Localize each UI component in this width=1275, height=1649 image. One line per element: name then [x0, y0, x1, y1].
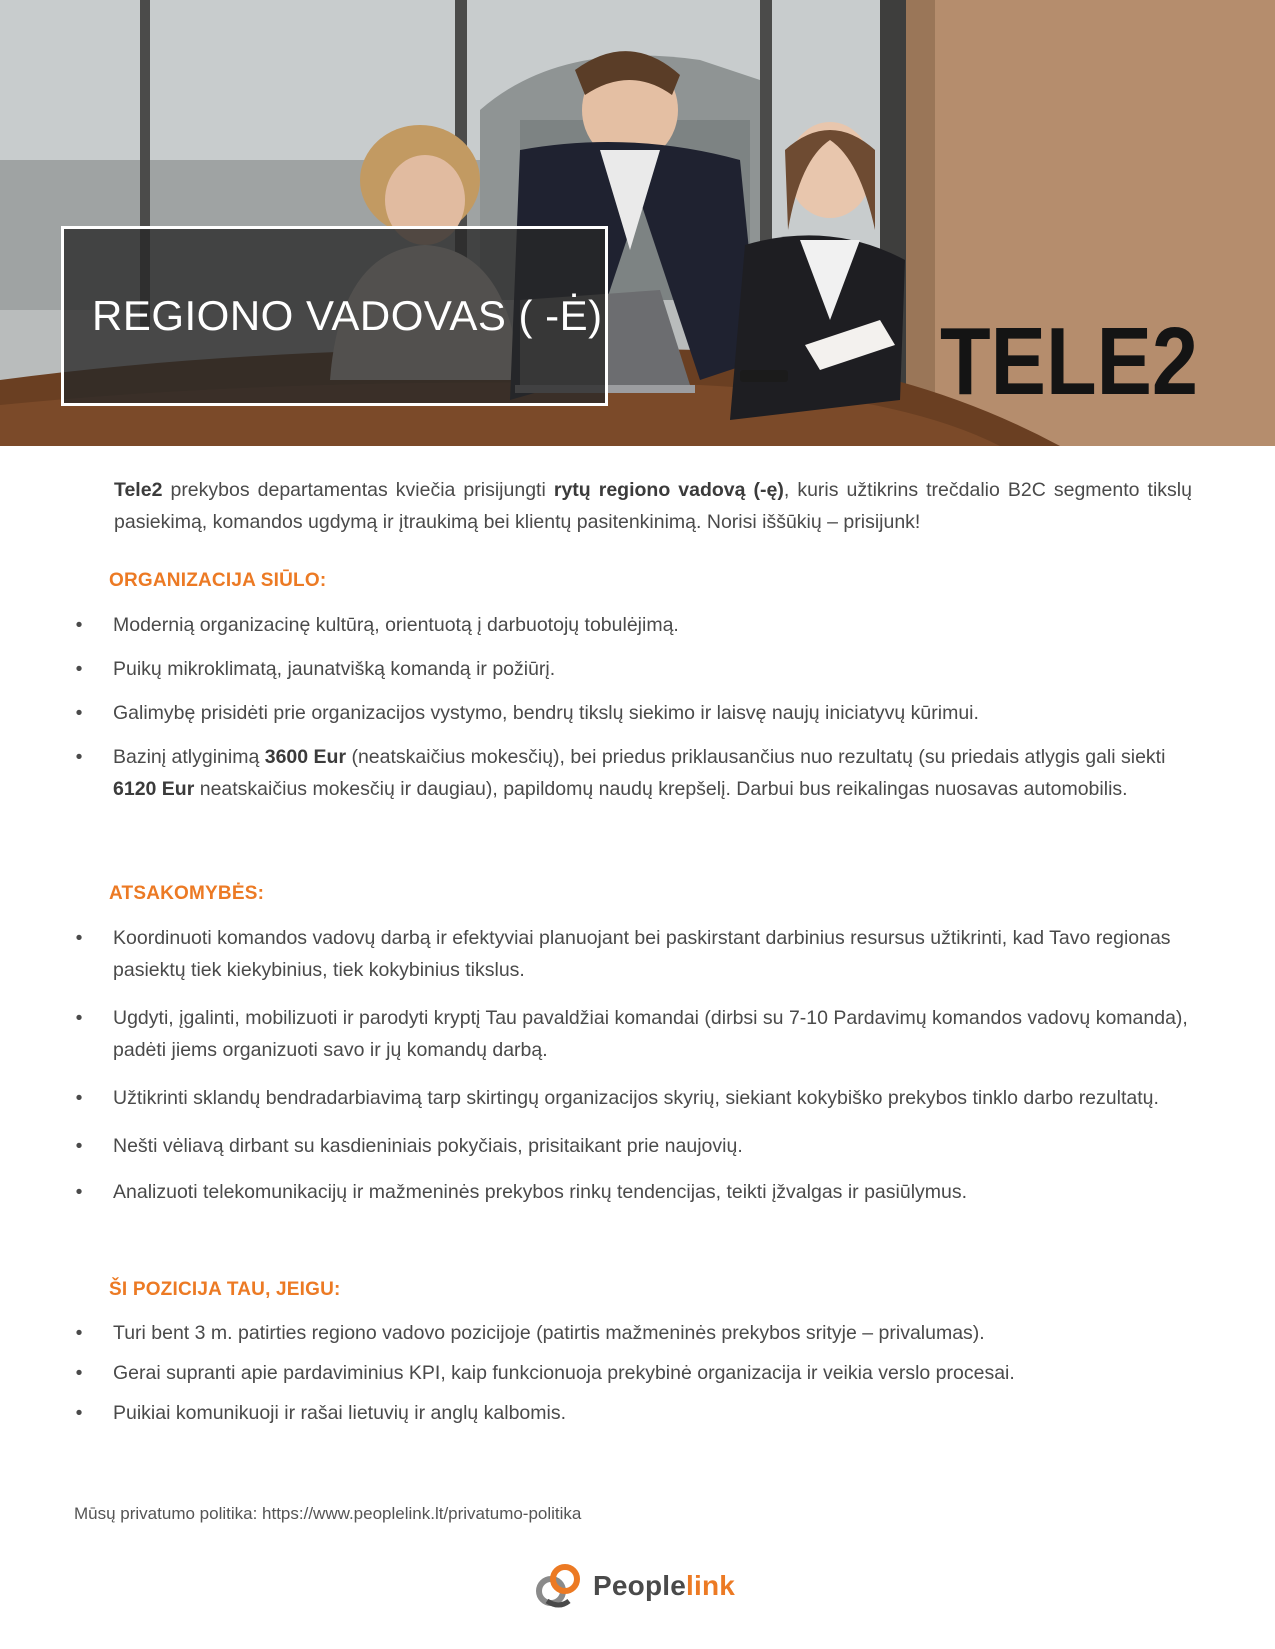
peoplelink-logo-icon: [535, 1561, 581, 1611]
list-item-salary: • Bazinį atlyginimą 3600 Eur (neatskaičius mokesčių), bei priedus priklausančius nuo rezultatų (su priedais atlygis gali siekti 6120 Eur neatskaičius mokesčių ir daugiau), papildomų naudų krepšelį. Darbui bus reikalingas nuosavas automobilis.: [75, 746, 1166, 800]
privacy-policy-text: Mūsų privatumo politika: https://www.peoplelink.lt/privatumo-politika: [74, 1504, 582, 1523]
intro-text-1: prekybos departamentas kviečia prisijungti: [162, 479, 554, 501]
list-item: • Puikų mikroklimatą, jaunatvišką komandą ir požiūrį.: [75, 658, 556, 680]
job-title: REGIONO VADOVAS ( -Ė): [92, 292, 603, 339]
list-item: • Turi bent 3 m. patirties regiono vadovo pozicijoje (patirtis mažmeninės prekybos srityje – privalumas).: [75, 1322, 985, 1344]
responsibilities-heading: ATSAKOMYBĖS:: [109, 883, 265, 904]
intro-position: rytų regiono vadovą (-ę): [553, 479, 784, 501]
base-salary: 3600 Eur: [264, 746, 347, 768]
intro-text-2: , kuris užtikrins trečdalio B2C segmento tikslų pasiekimą, komandos ugdymą ir įtraukimą bei klientų pasitenkinimą. Norisi iššūkių – prisijunk!: [114, 479, 1192, 533]
peoplelink-logo: [535, 1561, 735, 1611]
requirements-list: [72, 1317, 1200, 1429]
tele2-logo: [940, 308, 1202, 415]
job-title-box: [61, 226, 608, 406]
list-item: • Užtikrinti sklandų bendradarbiavimą tarp skirtingų organizacijos skyrių, siekiant kokybiško prekybos tinklo darbo rezultatų.: [75, 1087, 1159, 1109]
offer-heading: ORGANIZACIJA SIŪLO:: [109, 570, 327, 591]
list-item: • Nešti vėliavą dirbant su kasdieniniais pokyčiais, prisitaikant prie naujovių.: [75, 1135, 743, 1157]
intro-paragraph: [114, 474, 1192, 538]
list-item: • Galimybę prisidėti prie organizacijos vystymo, bendrų tikslų siekimo ir laisvę naujų iniciatyvų kūrimui.: [75, 702, 979, 724]
max-salary: 6120 Eur: [113, 778, 195, 800]
list-item: • Gerai supranti apie pardaviminius KPI, kaip funkcionuoja prekybinė organizacija ir veikia verslo procesai.: [75, 1362, 1015, 1384]
tele2-logo-mark: [940, 308, 1202, 415]
offer-list: [72, 609, 1200, 805]
list-item: • Puikiai komunikuoji ir rašai lietuvių ir anglų kalbomis.: [75, 1402, 567, 1424]
peoplelink-logo-text: Peoplelink: [593, 1570, 736, 1601]
list-item: • Koordinuoti komandos vadovų darbą ir efektyviai planuojant bei paskirstant darbinius resursus užtikrinti, kad Tavo regionas pasiektų tiek kiekybinius, tiek kokybinius tikslus.: [75, 927, 1171, 981]
hero-banner: [0, 0, 1275, 446]
list-item: • Modernią organizacinę kultūrą, orientuotą į darbuotojų tobulėjimą.: [75, 614, 679, 636]
responsibilities-list: [72, 922, 1200, 1208]
list-item: • Ugdyti, įgalinti, mobilizuoti ir parodyti kryptį Tau pavaldžiai komandai (dirbsi su 7-10 Pardavimų komandos vadovų komanda), padėti jiems organizuoti savo ir jų komandų darbą.: [75, 1007, 1188, 1061]
requirements-heading: ŠI POZICIJA TAU, JEIGU:: [109, 1279, 341, 1300]
intro-company: Tele2: [114, 479, 163, 501]
list-item: • Analizuoti telekomunikacijų ir mažmeninės prekybos rinkų tendencijas, teikti įžvalgas ir pasiūlymus.: [75, 1181, 968, 1203]
tele2-logo-text: TELE2: [940, 308, 1198, 415]
